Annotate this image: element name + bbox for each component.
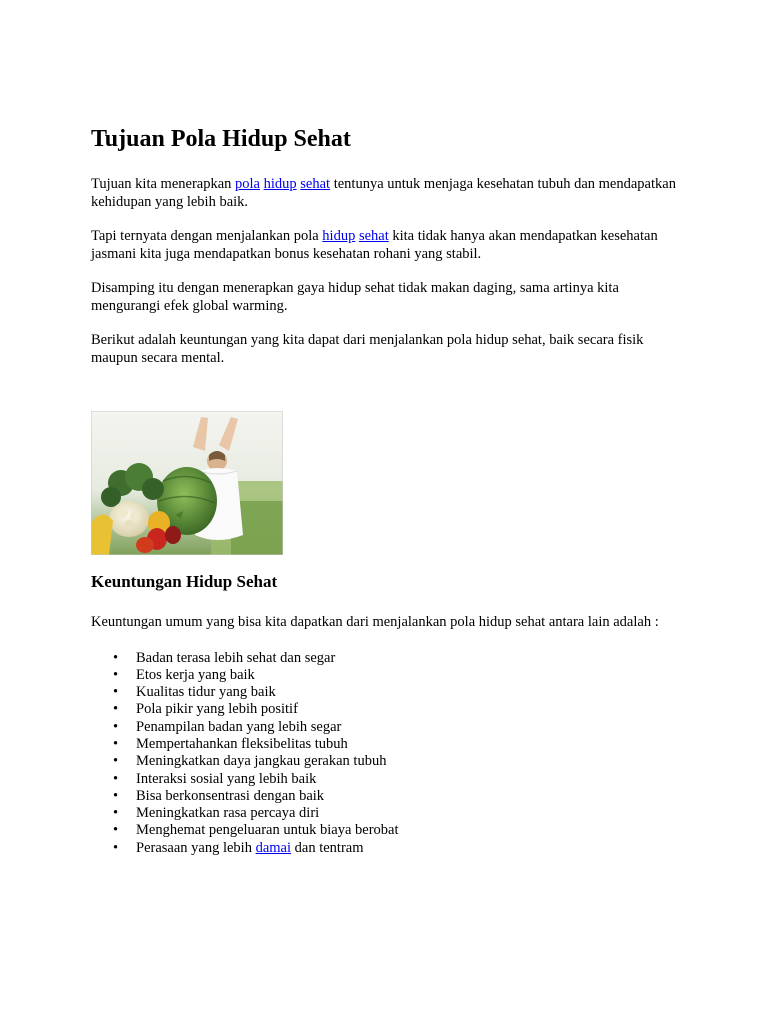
paragraph-1-text-start: Tujuan kita menerapkan — [91, 176, 236, 192]
list-item — [113, 822, 691, 839]
bullet-icon: • — [113, 735, 119, 752]
bullet-icon: • — [113, 822, 119, 839]
paragraph-2-text-end: kita tidak hanya akan mendapatkan kesehatan jasmani kita juga mendapatkan bonus kesehatan rohani yang stabil. — [91, 228, 658, 262]
list-item — [113, 701, 691, 718]
benefit-text: Menghemat pengeluaran untuk biaya berobat — [136, 822, 399, 839]
paragraph-1-text-end: tentunya untuk menjaga kesehatan tubuh dan mendapatkan kehidupan yang lebih baik. — [91, 176, 676, 210]
page-title: Tujuan Pola Hidup Sehat — [91, 126, 351, 152]
benefit-text-end: dan tentram — [291, 839, 364, 856]
paragraph-1 — [91, 176, 691, 211]
bullet-icon: • — [113, 839, 119, 856]
paragraph-4: Berikut adalah keuntungan yang kita dapat dari menjalankan pola hidup sehat, baik secara fisik maupun secara mental. — [91, 332, 644, 366]
benefit-text: Kualitas tidur yang baik — [136, 684, 276, 701]
benefit-text: Meningkatkan rasa percaya diri — [136, 805, 320, 822]
list-item — [113, 735, 691, 753]
paragraph-3: Disamping itu dengan menerapkan gaya hidup sehat tidak makan daging, sama artinya kita mengurangi efek global warming. — [91, 280, 619, 314]
benefit-text: Bisa berkonsentrasi dengan baik — [136, 787, 325, 804]
benefit-text: Badan terasa lebih sehat dan segar — [136, 649, 336, 666]
bullet-icon: • — [113, 718, 119, 735]
list-item — [113, 753, 691, 770]
bullet-icon: • — [113, 805, 119, 822]
document-page — [91, 124, 691, 857]
bullet-icon: • — [113, 649, 119, 666]
bullet-icon: • — [113, 787, 119, 804]
bullet-icon: • — [113, 684, 119, 701]
link-sehat[interactable]: sehat — [300, 176, 331, 192]
bullet-icon: • — [113, 701, 119, 718]
list-item — [113, 770, 691, 788]
list-item — [113, 839, 691, 857]
benefit-text: Penampilan badan yang lebih segar — [136, 718, 342, 735]
link-pola[interactable]: pola — [235, 176, 260, 192]
benefit-text: Etos kerja yang baik — [136, 666, 255, 683]
benefit-text: Meningkatkan daya jangkau gerakan tubuh — [136, 753, 387, 770]
benefit-text-start: Perasaan yang lebih — [136, 839, 256, 856]
list-item — [113, 649, 691, 667]
link-damai[interactable]: damai — [255, 839, 292, 856]
section-title: Keuntungan Hidup Sehat — [91, 572, 278, 591]
benefits-list — [91, 650, 691, 858]
list-item — [113, 718, 691, 736]
list-item — [113, 805, 691, 822]
list-item — [113, 684, 691, 701]
list-item — [113, 666, 691, 684]
link-sehat-2[interactable]: sehat — [358, 228, 389, 244]
benefit-text: Interaksi sosial yang lebih baik — [136, 770, 317, 787]
link-hidup-2[interactable]: hidup — [322, 228, 356, 244]
benefit-text: Pola pikir yang lebih positif — [136, 701, 298, 718]
link-hidup[interactable]: hidup — [263, 176, 297, 192]
paragraph-2 — [91, 228, 691, 263]
benefit-text: Mempertahankan fleksibelitas tubuh — [136, 735, 348, 752]
bullet-icon: • — [113, 666, 119, 683]
benefits-intro: Keuntungan umum yang bisa kita dapatkan dari menjalankan pola hidup sehat antara lain adalah : — [91, 614, 659, 630]
bullet-icon: • — [113, 770, 119, 787]
list-item — [113, 787, 691, 805]
healthy-lifestyle-photo — [91, 411, 283, 555]
bullet-icon: • — [113, 753, 119, 770]
paragraph-2-text-start: Tapi ternyata dengan menjalankan pola — [91, 228, 323, 244]
